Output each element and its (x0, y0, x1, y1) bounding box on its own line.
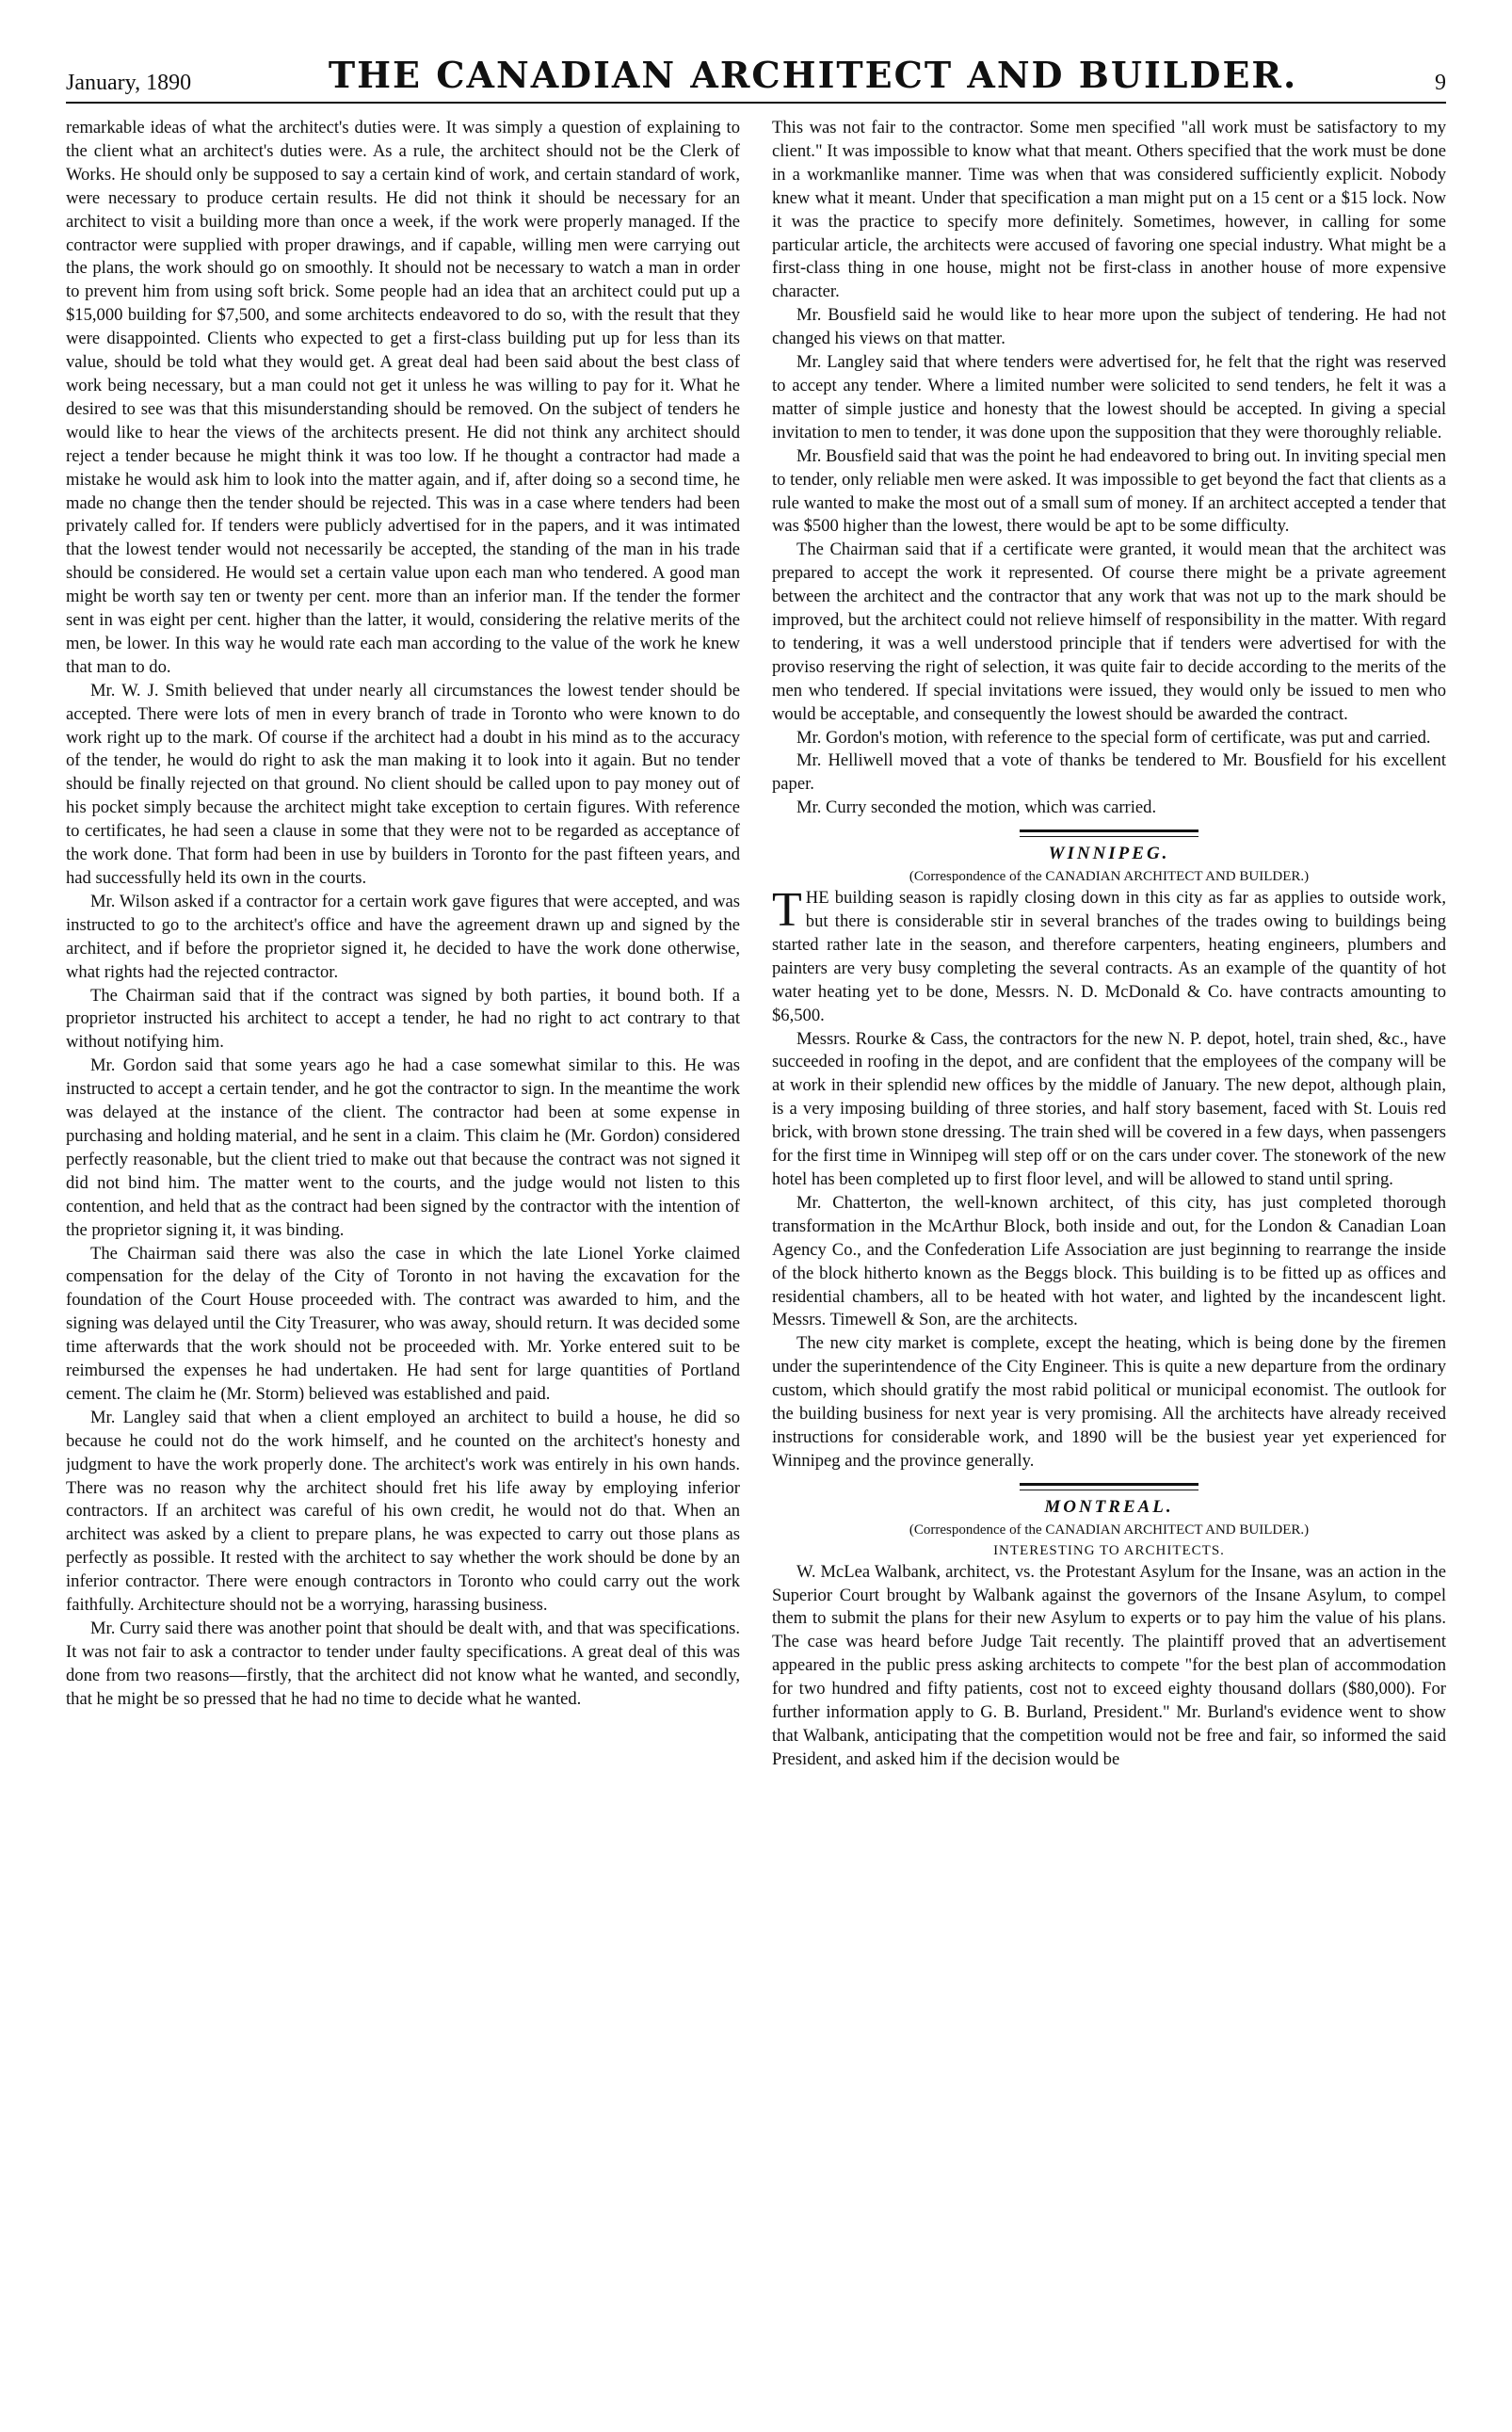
montreal-correspondence-line: (Correspondence of the CANADIAN ARCHITECT AND BUILDER.) (909, 1522, 1310, 1538)
montreal-subheading: INTERESTING TO ARCHITECTS. (993, 1542, 1225, 1558)
page-header (66, 54, 1446, 104)
paragraph: Mr. Gordon's motion, with reference to the special form of certificate, was put and carried. (796, 727, 1431, 748)
paragraph (772, 883, 1446, 1027)
paragraph: The Chairman said there was also the case in which the late Lionel Yorke claimed compensation for the delay of the City of Toronto in not having the excavation for the foundation of the Court House proceeded with. The contract was awarded to him, and the signing was delayed until the City Treasurer, who was away, should return. It was decided some time afterwards that the work should not be proceeded with. Mr. Yorke entered suit to be reimbursed the expenses he had undertaken. He had sent for large quantities of Portland cement. The claim he (Mr. Storm) believed was established and paid. (66, 1243, 740, 1404)
section-divider (1020, 829, 1198, 837)
left-column (66, 117, 740, 2414)
montreal-heading: MONTREAL. (1044, 1496, 1174, 1517)
paragraph: Mr. Langley said that when a client employed an architect to build a house, he did so because he could not do the work himself, and he counted on the architect's honesty and judgment to have the work properly done. The architect's work was entirely in his own hands. There was no reason why the architect should fret his life away by employing inferior contractors. If an architect was careful of his own credit, he would not do that. When an architect was asked by a client to prepare plans, he was expected to carry out those plans as perfectly as possible. It rested with the architect to say whether the work should be done by an inferior contractor. There were enough contractors in Toronto who could carry out the work faithfully. Architecture should not be a worrying, harassing business. (66, 1407, 740, 1616)
paragraph: Mr. Gordon said that some years ago he had a case somewhat similar to this. He was instructed to accept a certain tender, and he got the contractor to sign. In the meantime the work was delayed at the instance of the client. The contractor had been at some expense in purchasing and holding material, and he sent in a claim. This claim he (Mr. Gordon) considered perfectly reasonable, but the client tried to make out that because the contract was not signed it did not bind him. The matter went to the courts, and the judge would not listen to this contention, and held that as the contract had been signed by the contractor with the intention of the proprietor signing it, it was binding. (66, 1055, 740, 1240)
paragraph: The new city market is complete, except the heating, which is being done by the firemen under the superintendence of the City Engineer. This is quite a new departure from the ordinary custom, which should gratify the most rabid political or municipal economist. The outlook for the building business for next year is very promising. All the architects have already received instructions for considerable work, and 1890 will be the busiest year yet experienced for Winnipeg and the province generally. (772, 1333, 1446, 1471)
paragraph: Messrs. Rourke & Cass, the contractors for the new N. P. depot, hotel, train shed, &c., have succeeded in roofing in the depot, and are confident that the employees of the company will be at work in their splendid new offices by the middle of January. The new depot, although plain, is a very imposing building of three stories, and half story basement, faced with St. Louis red brick, with brown stone dressing. The train shed will be covered in a few days, when passengers for the first time in Winnipeg will step off or on the cars under cover. The stonework of the new hotel has been completed up to first floor level, and will be allowed to stand until spring. (772, 1028, 1446, 1189)
paragraph: Mr. Bousfield said that was the point he had endeavored to bring out. In inviting special men to tender, only reliable men were asked. It was impossible to get beyond the fact that clients as a rule wanted to make the most out of a small sum of money. If an architect accepted a tender that was $500 higher than the lowest, there would be apt to be some difficulty. (772, 445, 1446, 537)
paragraph: Mr. Chatterton, the well-known architect, of this city, has just completed thorough transformation in the McArthur Block, both inside and out, for the London & Canadian Loan Agency Co., and the Confederation Life Association are just beginning to rearrange the inside of the block hitherto known as the Beggs block. This building is to be fitted up as offices and residential chambers, all to be heated with hot water, and lighted by the incandescent light. Messrs. Timewell & Son, are the architects. (772, 1192, 1446, 1330)
drop-cap: T (772, 883, 802, 938)
page-number: 9 (1435, 71, 1446, 95)
paragraph: The Chairman said that if a certificate were granted, it would mean that the architect was prepared to accept the work it represented. Of course there might be a private agreement between the architect and the contractor that any work that was not up to the mark should be improved, but the architect could not relieve himself of responsibility in the matter. With regard to tendering, it was a well understood principle that if tenders were advertised for with the proviso reserving the right of selection, it was quite fair to decide according to the merits of the men who tendered. If special invitations were issued, they would only be issued to men who would be acceptable, and consequently the lowest should be awarded the contract. (772, 540, 1446, 724)
paragraph: The Chairman said that if the contract was signed by both parties, it bound both. If a proprietor instructed his architect to accept a tender, he had no right to act contrary to that without notifying him. (66, 985, 740, 1053)
winnipeg-article (772, 883, 1446, 1474)
paragraph: Mr. Wilson asked if a contractor for a certain work gave figures that were accepted, and was instructed to go to the architect's office and have the agreement drawn up and signed by the architect, and if before the proprietor signed it, he decided to have the work done otherwise, what rights had the rejected contractor. (66, 891, 740, 982)
paragraph: Mr. W. J. Smith believed that under nearly all circumstances the lowest tender should be accepted. There were lots of men in every branch of trade in Toronto who were known to do work right up to the mark. Of course if the architect had a doubt in his mind as to the accuracy of the tender, he would do right to ask the man making it to look into it again. But no tender should be finally rejected on that ground. No client should be called upon to pay money out of his pocket simply because the architect might take exception to certain figures. With reference to certificates, he had seen a clause in some that they were not to be regarded as acceptance of the work done. That form had been in use by builders in Toronto for the past fifteen years, and had successfully held its own in the courts. (66, 680, 740, 888)
paragraph: Mr. Helliwell moved that a vote of thanks be tendered to Mr. Bousfield for his excellent paper. (772, 750, 1446, 795)
paragraph: remarkable ideas of what the architect's duties were. It was simply a question of explaining to the client what an architect's duties were. As a rule, the architect should not be the Clerk of Works. He should only be supposed to say a certain kind of work, and certain standard of work, were necessary to produce certain results. He did not think it should be necessary for an architect to visit a building more than once a week, if the work were properly managed. If the contractor were supplied with proper drawings, and if capable, willing men were carrying out the plans, the work should go on smoothly. It should not be necessary to watch a man in order to prevent him from using soft brick. Some people had an idea that an architect could put up a $15,000 building for $7,500, and some architects endeavored to do so, with the result that they were disappointed. Clients who expected to get a first-class building put up for less than its value, should be told what they would get. A great deal had been said about the best class of work being necessary, but a man could not get it unless he was willing to pay for it. What he desired to see was that this misunderstanding should be removed. On the subject of tenders he would like to hear the views of the architects present. He did not think any architect should reject a tender because he might think it was too low. If he thought a contractor had made a mistake he would ask him to look into the matter again, and if, after doing so a second time, he made no change then the tender should be rejected. This was in a case where tenders had been privately called for. If tenders were publicly advertised for in the papers, and it was intimated that the lowest tender would not necessarily be accepted, the standing of the man in his trade should be considered. He would set a certain value upon each man who tendered. A good man might be worth say ten or twenty per cent. more than an inferior man. If the tender the former sent in was eight per cent. higher than the latter, it would, considering the relative merits of the men, be lower. In this way he would rate each man according to the value of the work he knew that man to do. (66, 118, 740, 677)
publication-title: THE CANADIAN ARCHITECT AND BUILDER. (328, 54, 1298, 96)
winnipeg-correspondence-line: (Correspondence of the CANADIAN ARCHITECT AND BUILDER.) (909, 869, 1310, 885)
paragraph: W. McLea Walbank, architect, vs. the Protestant Asylum for the Insane, was an action in the Superior Court brought by Walbank against the governors of the Insane Asylum, to compel them to submit the plans for their new Asylum to experts or to pay him the value of his plans. The case was heard before Judge Tait recently. The plaintiff proved that an advertisement appeared in the public press asking architects to compete "for the best plan of accommodation for two hundred and fifty patients, cost not to exceed eighty thousand dollars ($80,000). For further information apply to G. B. Burland, President." Mr. Burland's evidence went to show that Walbank, anticipating that the competition would not be free and fair, so informed the said President, and asked him if the decision would be (772, 1561, 1446, 1769)
section-divider (1020, 1483, 1198, 1490)
discussion-continued (772, 117, 1446, 820)
right-column (772, 117, 1446, 2414)
paragraph: Mr. Curry seconded the motion, which was carried. (796, 797, 1157, 818)
winnipeg-heading: WINNIPEG. (1048, 844, 1170, 864)
paragraph: This was not fair to the contractor. Some men specified "all work must be satisfactory to my client." It was impossible to know what that meant. Others specified that the work must be done in a workmanlike manner. Time was when that was considered sufficiently explicit. Nobody knew what it meant. Under that specification a man might put on a 15 cent or a $15 lock. Now it was the practice to specify more definitely. Sometimes, however, in calling for some particular article, the architects were accused of favoring one special industry. What might be a first-class thing in one house, might not be first-class in another house of more expensive character. (772, 118, 1446, 302)
paragraph: Mr. Curry said there was another point that should be dealt with, and that was specifications. It was not fair to ask a contractor to tender under faulty specifications. A great deal of this was done from two reasons—firstly, that the architect did not know what he wanted, and secondly, that he might be so pressed that he had no time to decide what he wanted. (66, 1619, 740, 1709)
paragraph-text: HE building season is rapidly closing down in this city as far as applies to outside work, but there is considerable stir in several branches of the trades owing to buildings being started rather late in the season, and therefore carpenters, heating engineers, plumbers and painters are very busy completing the several contracts. As an example of the quantity of hot water heating yet to be done, Messrs. N. D. McDonald & Co. have contracts amounting to $6,500. (772, 888, 1446, 1025)
article-columns (66, 117, 1446, 2414)
paragraph: Mr. Bousfield said he would like to hear more upon the subject of tendering. He had not changed his views on that matter. (772, 305, 1446, 349)
paragraph: Mr. Langley said that where tenders were advertised for, he felt that the right was reserved to accept any tender. Where a limited number were solicited to send tenders, he felt it was a matter of simple justice and honesty that the lowest should be accepted. In giving a special invitation to men to tender, it was done upon the supposition that they were thoroughly reliable. (772, 352, 1446, 443)
issue-date: January, 1890 (66, 71, 192, 95)
montreal-article (772, 1561, 1446, 1772)
